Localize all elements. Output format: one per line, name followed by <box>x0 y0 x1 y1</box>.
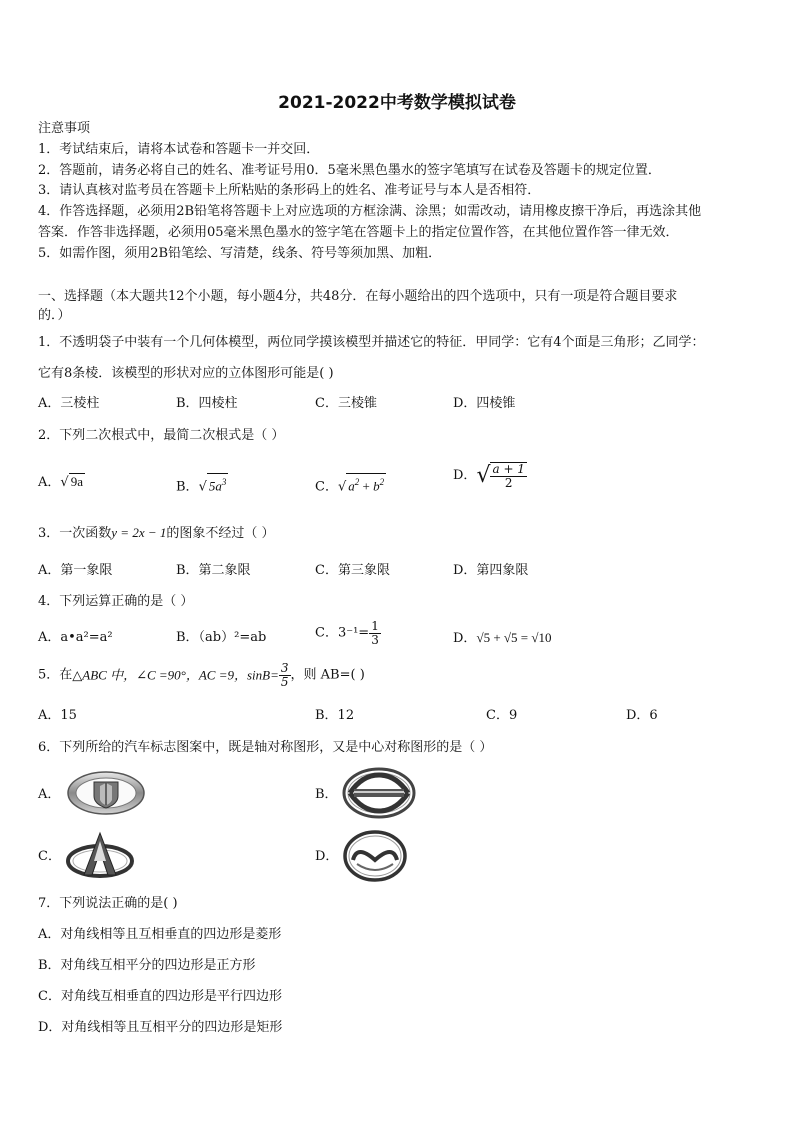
q6-option-a-label: A． <box>38 787 61 802</box>
term-b: b <box>373 478 380 494</box>
notice-item: 答案．作答非选择题，必须用05毫米黑色墨水的签字笔在答题卡上的指定位置作答，在其他位置作答一律无效． <box>38 225 679 240</box>
q1-option-c: C．三棱锥 <box>315 396 377 411</box>
notice-item: 2．答题前，请务必将自己的姓名、准考证号用0．5毫米黑色墨水的签字笔填写在试卷及答题卡的规定位置． <box>38 163 661 178</box>
option-label: D． <box>453 468 477 483</box>
plus-sign: + <box>359 478 374 494</box>
fraction-numerator: 1 <box>371 619 379 633</box>
stem-prefix: 5．在 <box>38 667 73 683</box>
mazda-logo-icon <box>343 830 407 882</box>
notice-item: 1．考试结束后，请将本试卷和答题卡一并交回． <box>38 142 320 157</box>
question-4-stem: 4．下列运算正确的是（ ） <box>38 594 194 609</box>
section-header: 一、选择题（本大题共12个小题，每小题4分，共48分．在每小题给出的四个选项中，只有一项是符合题目要求 <box>38 289 678 304</box>
q2-option-d: D．√ $\frac{a + 1}{2}$ <box>453 462 525 490</box>
q1-option-a: A．三棱柱 <box>38 396 100 411</box>
question-3-stem <box>38 525 275 542</box>
option-expression: √5 + √5 = √10 <box>476 630 552 645</box>
section-header-cont: 的．） <box>38 308 71 323</box>
q5-option-b: B．12 <box>315 708 355 723</box>
fraction-numerator: a + 1 <box>492 462 525 476</box>
q6-option-d-label: D． <box>315 849 339 864</box>
exponent: 2 <box>379 477 385 487</box>
q1-option-b: B．四棱柱 <box>176 396 238 411</box>
q4-option-c <box>315 620 381 647</box>
option-label: D． <box>453 631 477 646</box>
term-a: a <box>348 478 355 494</box>
question-5-stem <box>38 662 365 689</box>
q7-option-b: B．对角线互相平分的四边形是正方形 <box>38 958 256 973</box>
q5-option-c: C．9 <box>486 708 518 723</box>
question-1-stem-cont: 它有8条棱．该模型的形状对应的立体图形可能是( ) <box>38 366 334 381</box>
stem-suffix: 的图象不经过（ ） <box>166 526 275 541</box>
radicand: 5a <box>208 478 222 494</box>
question-6-stem: 6．下列所给的汽车标志图案中，既是轴对称图形，又是中心对称图形的是（ ） <box>38 740 493 755</box>
notice-heading: 注意事项 <box>38 121 91 136</box>
q1-option-d: D．四棱锥 <box>453 396 516 411</box>
q3-option-a: A．第一象限 <box>38 563 113 578</box>
fraction-denominator: 5 <box>280 675 289 689</box>
q6-option-c-label: C． <box>38 849 61 864</box>
q7-option-a: A．对角线相等且互相垂直的四边形是菱形 <box>38 927 282 942</box>
hino-logo-icon <box>342 767 416 819</box>
q3-option-c: C．第三象限 <box>315 563 390 578</box>
q2-option-b: B．√ $5a^3$ <box>176 473 228 495</box>
stem-suffix: ，则 AB=( ) <box>290 667 365 683</box>
stem-prefix: 3．一次函数 <box>38 526 112 541</box>
page-title: 2021-2022中考数学模拟试卷 <box>278 93 516 113</box>
question-2-stem: 2．下列二次根式中，最简二次根式是（ ） <box>38 428 285 443</box>
option-label: A． <box>38 475 61 490</box>
q5-option-d: D．6 <box>626 708 658 723</box>
q7-option-d: D．对角线相等且互相平分的四边形是矩形 <box>38 1020 283 1035</box>
q4-option-a: A．a•a²=a² <box>38 630 113 645</box>
stem-condition: △ABC 中，∠C =90°，AC =9，sinB= <box>72 667 279 683</box>
q4-option-b: B．（ab）²=ab <box>176 630 267 645</box>
notice-item: 4．作答选择题，必须用2B铅笔将答题卡上对应选项的方框涂满、涂黑；如需改动，请用橡皮擦干净后，再选涂其他 <box>38 204 702 219</box>
q3-option-d: D．第四象限 <box>453 563 529 578</box>
notice-item: 3．请认真核对监考员在答题卡上所粘贴的条形码上的姓名、准考证号与本人是否相符． <box>38 183 541 198</box>
exponent: 2 <box>354 477 360 487</box>
fraction-denominator: 3 <box>371 633 379 647</box>
option-label: B． <box>176 479 199 495</box>
question-7-stem: 7．下列说法正确的是( ) <box>38 896 178 911</box>
function-expression: y = 2x − 1 <box>111 525 167 540</box>
radicand: 9a <box>70 474 83 489</box>
q6-option-b-label: B． <box>315 787 338 802</box>
great-wall-logo-icon <box>66 770 146 816</box>
fraction-denominator: 2 <box>504 476 513 490</box>
notice-item: 5．如需作图，须用2B铅笔绘、写清楚，线条、符号等须加黑、加粗． <box>38 246 442 261</box>
exponent: 3 <box>221 477 227 487</box>
option-text: C．3⁻¹= <box>315 625 370 641</box>
q2-option-a: A．√ 9a <box>38 474 83 490</box>
fraction-numerator: 3 <box>280 661 289 675</box>
q4-option-d <box>453 630 552 647</box>
q7-option-c: C．对角线互相垂直的四边形是平行四边形 <box>38 989 282 1004</box>
q2-option-c: C．√ $a^2 + b^2$ <box>315 473 386 495</box>
q3-option-b: B．第二象限 <box>176 563 251 578</box>
q5-option-a: A．15 <box>38 708 77 723</box>
question-1-stem: 1．不透明袋子中装有一个几何体模型，两位同学摸该模型并描述它的特征．甲同学：它有4个面是三角形；乙同学： <box>38 335 705 350</box>
option-label: C． <box>315 479 338 495</box>
changan-logo-icon <box>66 831 134 883</box>
